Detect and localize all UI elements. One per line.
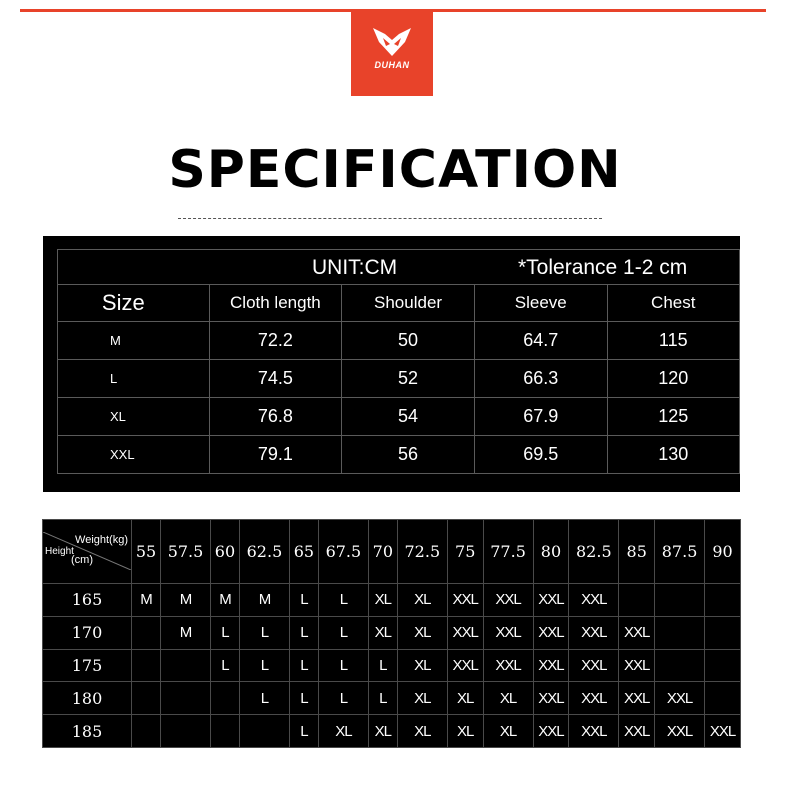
spec-header-cell: Cloth length <box>209 285 341 322</box>
spec-cell: L <box>58 360 210 398</box>
size-chart-row <box>43 682 741 715</box>
size-cell: XL <box>368 616 397 649</box>
size-chart-row <box>43 649 741 682</box>
size-cell: XL <box>447 715 483 748</box>
spec-cell: 130 <box>607 436 739 474</box>
size-cell: XL <box>318 715 368 748</box>
weight-header-cell: 80 <box>533 520 569 584</box>
size-cell: L <box>318 649 368 682</box>
spec-cell: 50 <box>342 322 475 360</box>
size-cell: XL <box>397 682 447 715</box>
weight-header-cell: 70 <box>368 520 397 584</box>
size-cell: XL <box>483 682 533 715</box>
size-cell: XXL <box>533 649 569 682</box>
size-cell: XL <box>447 682 483 715</box>
size-cell: L <box>289 583 318 616</box>
brand-name: DUHAN <box>374 60 410 70</box>
size-cell: XL <box>368 583 397 616</box>
size-cell <box>655 583 705 616</box>
size-cell: M <box>161 616 211 649</box>
weight-header-cell: 85 <box>619 520 655 584</box>
spec-cell: 76.8 <box>209 398 341 436</box>
height-axis-label: Height <box>45 546 74 558</box>
size-cell: L <box>289 682 318 715</box>
size-cell: XXL <box>483 583 533 616</box>
size-cell: L <box>210 616 239 649</box>
size-chart-table <box>42 519 741 748</box>
size-cell <box>240 715 290 748</box>
size-cell: XXL <box>569 682 619 715</box>
spec-cell: XL <box>58 398 210 436</box>
size-cell <box>210 682 239 715</box>
weight-header-cell: 57.5 <box>161 520 211 584</box>
size-cell <box>132 616 161 649</box>
size-cell: XL <box>397 715 447 748</box>
size-chart-row <box>43 616 741 649</box>
size-cell: XXL <box>619 715 655 748</box>
spec-header-cell: Chest <box>607 285 739 322</box>
size-cell: M <box>210 583 239 616</box>
size-cell: L <box>368 682 397 715</box>
size-cell: XXL <box>533 715 569 748</box>
size-cell: L <box>289 649 318 682</box>
size-cell: XXL <box>447 616 483 649</box>
height-cell: 180 <box>43 682 132 715</box>
spec-cell: XXL <box>58 436 210 474</box>
weight-header-cell: 67.5 <box>318 520 368 584</box>
spec-row <box>58 436 740 474</box>
unit-header <box>58 250 740 285</box>
size-cell: XXL <box>447 583 483 616</box>
spec-cell: 115 <box>607 322 739 360</box>
weight-header-cell: 87.5 <box>655 520 705 584</box>
size-cell: XXL <box>619 649 655 682</box>
spec-cell: 125 <box>607 398 739 436</box>
size-cell: XXL <box>569 616 619 649</box>
weight-header-cell: 62.5 <box>240 520 290 584</box>
size-cell <box>705 682 741 715</box>
size-cell <box>705 649 741 682</box>
weight-header-cell: 75 <box>447 520 483 584</box>
spec-cell: 64.7 <box>474 322 607 360</box>
size-cell: L <box>318 682 368 715</box>
size-cell: L <box>368 649 397 682</box>
spec-row <box>58 360 740 398</box>
size-cell: XXL <box>533 583 569 616</box>
size-cell: XXL <box>483 649 533 682</box>
size-cell: XL <box>397 583 447 616</box>
size-cell <box>161 682 211 715</box>
weight-header-cell: 90 <box>705 520 741 584</box>
weight-header-row <box>43 520 741 584</box>
size-cell: XL <box>483 715 533 748</box>
size-cell: XXL <box>619 616 655 649</box>
size-cell: XXL <box>655 715 705 748</box>
size-cell: M <box>161 583 211 616</box>
page-title: SPECIFICATION <box>168 140 622 200</box>
size-cell: L <box>318 616 368 649</box>
size-cell <box>655 649 705 682</box>
unit-label: UNIT:CM <box>312 256 398 279</box>
weight-header-cell: 60 <box>210 520 239 584</box>
size-cell <box>132 715 161 748</box>
size-cell: XXL <box>483 616 533 649</box>
size-cell: L <box>289 715 318 748</box>
weight-header-cell: 65 <box>289 520 318 584</box>
corner-cell <box>43 520 132 584</box>
brand-logo <box>351 12 433 96</box>
size-cell <box>210 715 239 748</box>
spec-cell: M <box>58 322 210 360</box>
spec-header-cell: Sleeve <box>474 285 607 322</box>
size-cell <box>655 616 705 649</box>
weight-header-cell: 77.5 <box>483 520 533 584</box>
size-cell: XXL <box>569 583 619 616</box>
size-cell: XXL <box>533 682 569 715</box>
size-cell: XXL <box>655 682 705 715</box>
size-chart-row <box>43 583 741 616</box>
size-cell: XL <box>397 649 447 682</box>
size-cell: L <box>289 616 318 649</box>
size-cell: M <box>132 583 161 616</box>
weight-header-cell: 72.5 <box>397 520 447 584</box>
height-cell: 165 <box>43 583 132 616</box>
size-cell <box>705 583 741 616</box>
spec-cell: 72.2 <box>209 322 341 360</box>
size-cell <box>161 649 211 682</box>
spec-table <box>57 249 740 474</box>
spec-cell: 66.3 <box>474 360 607 398</box>
size-cell: XXL <box>705 715 741 748</box>
spec-cell: 52 <box>342 360 475 398</box>
weight-axis-label: Weight(kg) <box>75 534 128 547</box>
size-cell <box>132 682 161 715</box>
size-cell: L <box>240 682 290 715</box>
spec-cell: 54 <box>342 398 475 436</box>
height-cell: 185 <box>43 715 132 748</box>
spec-header-cell: Shoulder <box>342 285 475 322</box>
spec-cell: 120 <box>607 360 739 398</box>
spec-cell: 79.1 <box>209 436 341 474</box>
size-cell: L <box>210 649 239 682</box>
weight-header-cell: 55 <box>132 520 161 584</box>
size-cell: L <box>240 649 290 682</box>
spec-row <box>58 322 740 360</box>
size-cell <box>132 649 161 682</box>
spec-cell: 67.9 <box>474 398 607 436</box>
spec-row <box>58 398 740 436</box>
height-cell: 170 <box>43 616 132 649</box>
fox-icon <box>373 28 411 56</box>
size-cell <box>161 715 211 748</box>
size-cell: M <box>240 583 290 616</box>
size-cell: XL <box>368 715 397 748</box>
size-cell: XXL <box>569 649 619 682</box>
spec-header-row <box>58 285 740 322</box>
spec-cell: 69.5 <box>474 436 607 474</box>
size-chart-panel <box>42 519 741 748</box>
title-divider <box>178 218 602 219</box>
spec-cell: 56 <box>342 436 475 474</box>
size-cell: XXL <box>569 715 619 748</box>
size-cell <box>705 616 741 649</box>
spec-header-cell: Size <box>58 285 210 322</box>
size-cell: XXL <box>533 616 569 649</box>
size-cell: XXL <box>619 682 655 715</box>
spec-cell: 74.5 <box>209 360 341 398</box>
size-cell <box>619 583 655 616</box>
tolerance-label: *Tolerance 1-2 cm <box>518 256 688 279</box>
size-chart-body <box>43 583 741 747</box>
size-cell: XL <box>397 616 447 649</box>
size-cell: L <box>240 616 290 649</box>
size-cell: L <box>318 583 368 616</box>
cm-unit-label: (cm) <box>71 554 93 567</box>
spec-panel <box>43 236 740 492</box>
size-cell: XXL <box>447 649 483 682</box>
size-chart-row <box>43 715 741 748</box>
height-cell: 175 <box>43 649 132 682</box>
weight-header-cell: 82.5 <box>569 520 619 584</box>
